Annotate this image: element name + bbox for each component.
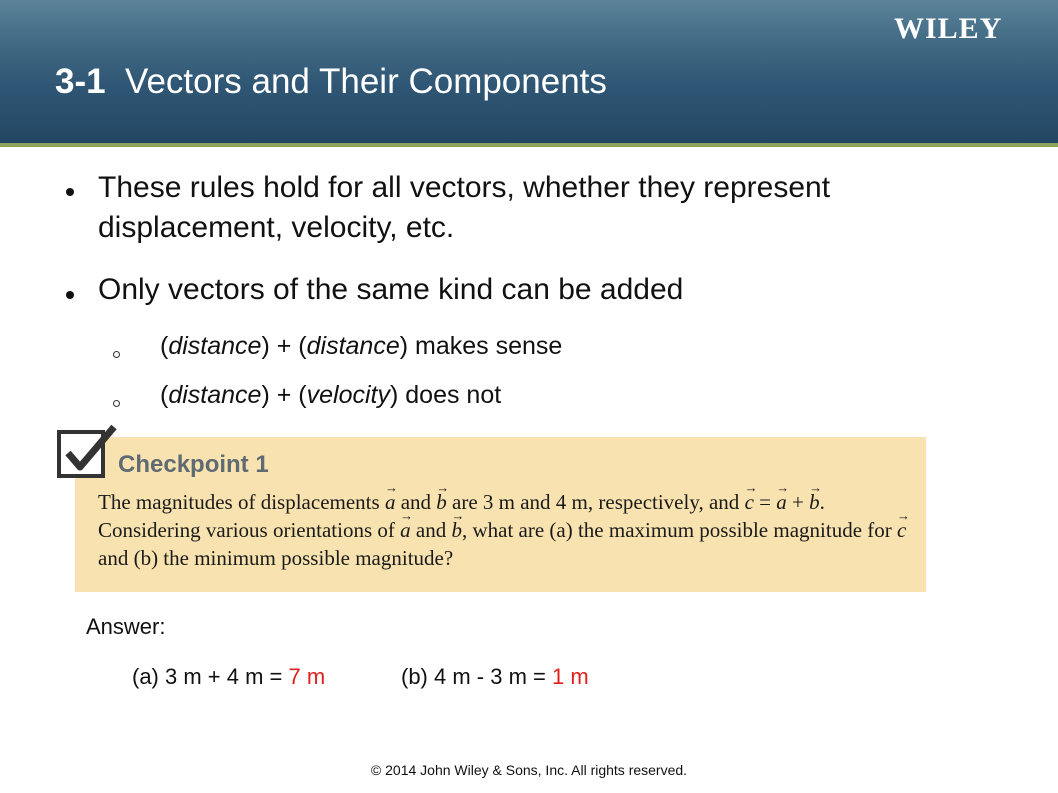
answer-part-a: (a) 3 m + 4 m = 7 m — [132, 664, 326, 689]
bullet-item: These rules hold for all vectors, whether they represent displacement, velocity, etc. — [98, 171, 831, 244]
answer-label: Answer: — [86, 614, 166, 639]
bullet-item: Only vectors of the same kind can be added — [98, 273, 684, 306]
sub-bullet-item: (distance) + (distance) makes sense — [160, 332, 563, 360]
checkmark-box-icon — [56, 423, 118, 483]
slide-title — [55, 62, 607, 102]
sub-bullet-item: (distance) + (velocity) does not — [160, 381, 502, 409]
checkpoint-question: The magnitudes of displacements → a and → b are 3 m and 4 m, respectively, and → c = → a + → b. Considering various orientations of → a and → b, what are (a) the maximum possible magnitude for → c and (b) the minimum possible magnitude? — [98, 488, 918, 572]
bullet-dot — [66, 291, 74, 299]
copyright-footer: © 2014 John Wiley & Sons, Inc. All rights reserved. — [370, 762, 688, 778]
bullet-dot — [66, 188, 74, 196]
header-divider — [0, 143, 1058, 147]
answer-a-result: 7 m — [288, 664, 326, 689]
sub-bullet-ring — [113, 351, 120, 358]
section-number: 3-1 — [55, 62, 106, 101]
section-title: Vectors and Their Components — [125, 62, 607, 101]
wiley-logo: WILEY — [894, 12, 1003, 45]
answer-part-b: (b) 4 m - 3 m = 1 m — [401, 664, 589, 689]
checkpoint-title: Checkpoint 1 — [118, 451, 269, 478]
answer-b-result: 1 m — [551, 664, 589, 689]
sub-bullet-ring — [113, 400, 120, 407]
